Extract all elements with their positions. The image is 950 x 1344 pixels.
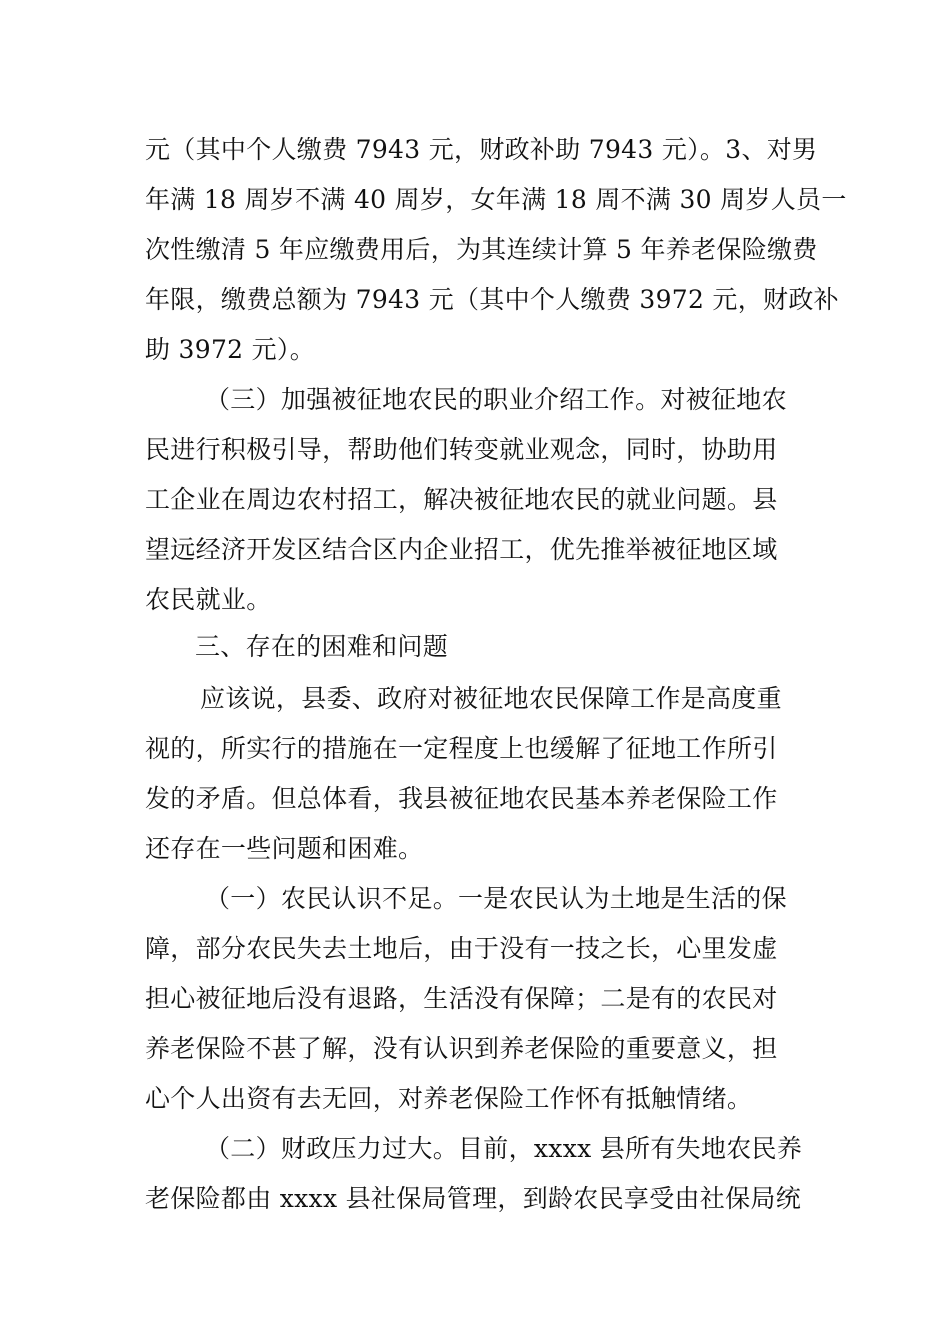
- text-line: 心个人出资有去无回，对养老保险工作怀有抵触情绪。: [145, 1084, 753, 1113]
- text-line: 年限，缴费总额为 7943 元（其中个人缴费 3972 元，财政补: [145, 285, 839, 314]
- text-line: 应该说，县委、政府对被征地农民保障工作是高度重: [200, 684, 782, 713]
- text-line: 工企业在周边农村招工，解决被征地农民的就业问题。县: [145, 485, 778, 514]
- text-line: 障，部分农民失去土地后，由于没有一技之长，心里发虚: [145, 934, 778, 963]
- text-line: 望远经济开发区结合区内企业招工，优先推举被征地区域: [145, 535, 778, 564]
- text-line: 担心被征地后没有退路，生活没有保障；二是有的农民对: [145, 984, 778, 1013]
- section-heading: 三、存在的困难和问题: [195, 632, 449, 661]
- text-line: 农民就业。: [145, 585, 272, 614]
- text-line: 元（其中个人缴费 7943 元，财政补助 7943 元）。3、对男: [145, 135, 818, 164]
- text-line: 助 3972 元）。: [145, 335, 316, 364]
- text-line: 发的矛盾。但总体看，我县被征地农民基本养老保险工作: [145, 784, 778, 813]
- text-line: 次性缴清 5 年应缴费用后，为其连续计算 5 年养老保险缴费: [145, 235, 818, 264]
- subsection-heading-1: （一）农民认识不足。一是农民认为土地是生活的保: [205, 884, 787, 913]
- text-line: 养老保险不甚了解，没有认识到养老保险的重要意义，担: [145, 1034, 778, 1063]
- text-line: 老保险都由 xxxx 县社保局管理，到龄农民享受由社保局统: [145, 1184, 801, 1213]
- text-line: 年满 18 周岁不满 40 周岁，女年满 18 周不满 30 周岁人员一: [145, 185, 847, 214]
- section-heading-3: （三）加强被征地农民的职业介绍工作。对被征地农: [205, 385, 787, 414]
- text-line: 民进行积极引导，帮助他们转变就业观念，同时，协助用: [145, 435, 778, 464]
- text-line: 视的，所实行的措施在一定程度上也缓解了征地工作所引: [145, 734, 778, 763]
- subsection-heading-2: （二）财政压力过大。目前，xxxx 县所有失地农民养: [205, 1134, 803, 1163]
- text-line: 还存在一些问题和困难。: [145, 834, 424, 863]
